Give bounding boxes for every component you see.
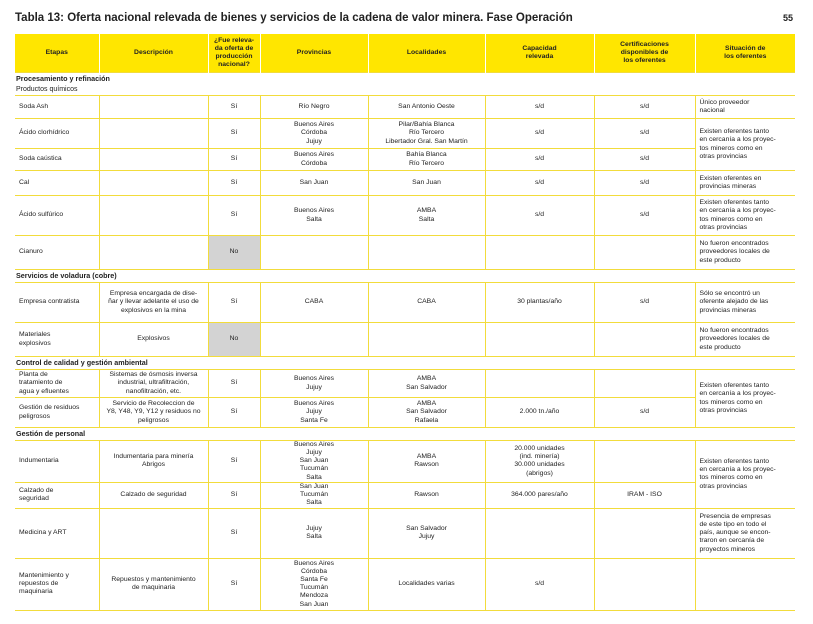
header-cell: Provincias <box>260 34 368 73</box>
provincias-cell: Buenos Aires Córdoba Jujuy <box>260 119 368 149</box>
table-row <box>15 508 795 558</box>
situacion-cell: No fueron encontrados proveedores locales de este producto <box>695 323 795 357</box>
situacion-cell: Único proveedor nacional <box>695 96 795 119</box>
header-cell: Situación de los oferentes <box>695 34 795 73</box>
descripcion-cell: Sistemas de ósmosis inversa industrial, ultrafiltración, nanofiltración, etc. <box>99 370 208 398</box>
etapa-cell: Ácido clorhídrico <box>15 119 99 149</box>
table-row <box>15 398 795 428</box>
table-row <box>15 171 795 196</box>
situacion-cell: Existen oferentes tanto en cercanía a los proyec- tos mineros como en otras provincias <box>695 441 795 509</box>
descripcion-cell: Empresa encargada de dise- ñar y llevar adelante el uso de explosivos en la mina <box>99 283 208 323</box>
provincias-cell: Buenos Aires Salta <box>260 196 368 236</box>
header-cell: ¿Fue releva- da oferta de producción nacional? <box>208 34 260 73</box>
descripcion-cell <box>99 171 208 196</box>
situacion-cell: Existen oferentes tanto en cercanía a los proyec- tos mineros como en otras provincias <box>695 196 795 236</box>
localidades-cell: CABA <box>368 283 485 323</box>
table-row <box>15 558 795 610</box>
oferta-cell: Sí <box>208 370 260 398</box>
section-header-row <box>15 357 795 370</box>
table-row <box>15 482 795 508</box>
provincias-cell: CABA <box>260 283 368 323</box>
section-header-row <box>15 270 795 283</box>
certificaciones-cell: IRAM - ISO <box>594 482 695 508</box>
header-cell: Certificaciones disponibles de los oferentes <box>594 34 695 73</box>
page-number: 55 <box>782 13 793 23</box>
descripcion-cell: Indumentaria para minería Abrigos <box>99 441 208 483</box>
oferta-cell: Sí <box>208 482 260 508</box>
etapa-cell: Empresa contratista <box>15 283 99 323</box>
provincias-cell: Río Negro <box>260 96 368 119</box>
localidades-cell <box>368 236 485 270</box>
oferta-cell: Sí <box>208 119 260 149</box>
header-cell: Etapas <box>15 34 99 73</box>
oferta-cell: Sí <box>208 149 260 171</box>
provincias-cell: Buenos Aires Jujuy Santa Fe <box>260 398 368 428</box>
etapa-cell: Cianuro <box>15 236 99 270</box>
descripcion-cell <box>99 196 208 236</box>
etapa-cell: Cal <box>15 171 99 196</box>
oferta-cell: Sí <box>208 196 260 236</box>
oferta-cell: No <box>208 236 260 270</box>
certificaciones-cell: s/d <box>594 96 695 119</box>
capacidad-cell: s/d <box>485 171 594 196</box>
oferta-cell: Sí <box>208 96 260 119</box>
descripcion-cell: Calzado de seguridad <box>99 482 208 508</box>
situacion-cell: Sólo se encontró un oferente alejado de las provincias mineras <box>695 283 795 323</box>
provincias-cell: Jujuy Salta <box>260 508 368 558</box>
supply-table <box>15 34 795 611</box>
etapa-cell: Indumentaria <box>15 441 99 483</box>
section-subtitle: Productos químicos <box>16 85 78 93</box>
localidades-cell: San Salvador Jujuy <box>368 508 485 558</box>
oferta-cell: Sí <box>208 398 260 428</box>
capacidad-cell: 30 plantas/año <box>485 283 594 323</box>
provincias-cell <box>260 323 368 357</box>
descripcion-cell <box>99 119 208 149</box>
table-row <box>15 149 795 171</box>
capacidad-cell <box>485 323 594 357</box>
situacion-cell: Presencia de empresas de este tipo en todo el país, aunque se encon- traron en cercanía de proyectos mineros <box>695 508 795 558</box>
localidades-cell: Rawson <box>368 482 485 508</box>
certificaciones-cell <box>594 370 695 398</box>
table-row <box>15 283 795 323</box>
descripcion-cell <box>99 149 208 171</box>
certificaciones-cell: s/d <box>594 283 695 323</box>
table-row <box>15 119 795 149</box>
table-header-row <box>15 34 795 73</box>
certificaciones-cell: s/d <box>594 149 695 171</box>
situacion-cell: Existen oferentes tanto en cercanía a los proyec- tos mineros como en otras provincias <box>695 370 795 428</box>
certificaciones-cell: s/d <box>594 171 695 196</box>
localidades-cell: AMBA San Salvador <box>368 370 485 398</box>
section-title: Procesamiento y refinación <box>15 73 795 86</box>
provincias-cell <box>260 236 368 270</box>
situacion-cell <box>695 558 795 610</box>
capacidad-cell: 2.000 tn./año <box>485 398 594 428</box>
capacidad-cell: 364.000 pares/año <box>485 482 594 508</box>
etapa-cell: Medicina y ART <box>15 508 99 558</box>
certificaciones-cell: s/d <box>594 119 695 149</box>
provincias-cell: Buenos Aires Córdoba <box>260 149 368 171</box>
etapa-cell: Soda caústica <box>15 149 99 171</box>
capacidad-cell: s/d <box>485 558 594 610</box>
section-subtitle-row <box>15 85 795 96</box>
localidades-cell: AMBA Rawson <box>368 441 485 483</box>
etapa-cell: Soda Ash <box>15 96 99 119</box>
certificaciones-cell: s/d <box>594 398 695 428</box>
situacion-cell: No fueron encontrados proveedores locales de este producto <box>695 236 795 270</box>
table-row <box>15 441 795 483</box>
localidades-cell: Localidades varias <box>368 558 485 610</box>
descripcion-cell: Explosivos <box>99 323 208 357</box>
oferta-cell: Sí <box>208 508 260 558</box>
header-cell: Descripción <box>99 34 208 73</box>
etapa-cell: Planta de tratamiento de agua y efluentes <box>15 370 99 398</box>
descripcion-cell: Servicio de Recoleccion de Y8, Y48, Y9, Y12 y residuos no peligrosos <box>99 398 208 428</box>
etapa-cell: Mantenimiento y repuestos de maquinaria <box>15 558 99 610</box>
descripcion-cell: Repuestos y mantenimiento de maquinaria <box>99 558 208 610</box>
table-row <box>15 196 795 236</box>
etapa-cell: Materiales explosivos <box>15 323 99 357</box>
capacidad-cell <box>485 236 594 270</box>
capacidad-cell: s/d <box>485 149 594 171</box>
certificaciones-cell <box>594 558 695 610</box>
etapa-cell: Calzado de seguridad <box>15 482 99 508</box>
descripcion-cell <box>99 508 208 558</box>
certificaciones-cell <box>594 236 695 270</box>
localidades-cell: Pilar/Bahía Blanca Río Tercero Libertador Gral. San Martín <box>368 119 485 149</box>
section-title: Gestión de personal <box>15 428 795 441</box>
table-row <box>15 323 795 357</box>
section-header-row <box>15 428 795 441</box>
localidades-cell: Bahía Blanca Río Tercero <box>368 149 485 171</box>
capacidad-cell: s/d <box>485 96 594 119</box>
certificaciones-cell <box>594 508 695 558</box>
descripcion-cell <box>99 96 208 119</box>
localidades-cell: AMBA San Salvador Rafaela <box>368 398 485 428</box>
situacion-cell: Existen oferentes tanto en cercanía a los proyec- tos mineros como en otras provincias <box>695 119 795 171</box>
provincias-cell: San Juan Tucumán Salta <box>260 482 368 508</box>
capacidad-cell: s/d <box>485 119 594 149</box>
certificaciones-cell: s/d <box>594 196 695 236</box>
certificaciones-cell <box>594 441 695 483</box>
section-title: Control de calidad y gestión ambiental <box>15 357 795 370</box>
localidades-cell: San Juan <box>368 171 485 196</box>
capacidad-cell <box>485 370 594 398</box>
header-cell: Capacidad relevada <box>485 34 594 73</box>
section-title: Servicios de voladura (cobre) <box>15 270 795 283</box>
certificaciones-cell <box>594 323 695 357</box>
table-row <box>15 370 795 398</box>
table-row <box>15 236 795 270</box>
page-title: Tabla 13: Oferta nacional relevada de bienes y servicios de la cadena de valor minera. Fase Operación <box>15 12 573 24</box>
etapa-cell: Ácido sulfúrico <box>15 196 99 236</box>
oferta-cell: No <box>208 323 260 357</box>
section-header-row <box>15 73 795 86</box>
localidades-cell: AMBA Salta <box>368 196 485 236</box>
provincias-cell: Buenos Aires Jujuy <box>260 370 368 398</box>
oferta-cell: Sí <box>208 283 260 323</box>
provincias-cell: San Juan <box>260 171 368 196</box>
table-row <box>15 96 795 119</box>
oferta-cell: Sí <box>208 171 260 196</box>
provincias-cell: Buenos Aires Jujuy San Juan Tucumán Salta <box>260 441 368 483</box>
capacidad-cell: 20.000 unidades (ind. minería) 30.000 unidades (abrigos) <box>485 441 594 483</box>
provincias-cell: Buenos Aires Córdoba Santa Fe Tucumán Mendoza San Juan <box>260 558 368 610</box>
oferta-cell: Sí <box>208 558 260 610</box>
capacidad-cell: s/d <box>485 196 594 236</box>
oferta-cell: Sí <box>208 441 260 483</box>
descripcion-cell <box>99 236 208 270</box>
capacidad-cell <box>485 508 594 558</box>
localidades-cell <box>368 323 485 357</box>
localidades-cell: San Antonio Oeste <box>368 96 485 119</box>
situacion-cell: Existen oferentes en provincias mineras <box>695 171 795 196</box>
etapa-cell: Gestión de residuos peligrosos <box>15 398 99 428</box>
header-cell: Localidades <box>368 34 485 73</box>
